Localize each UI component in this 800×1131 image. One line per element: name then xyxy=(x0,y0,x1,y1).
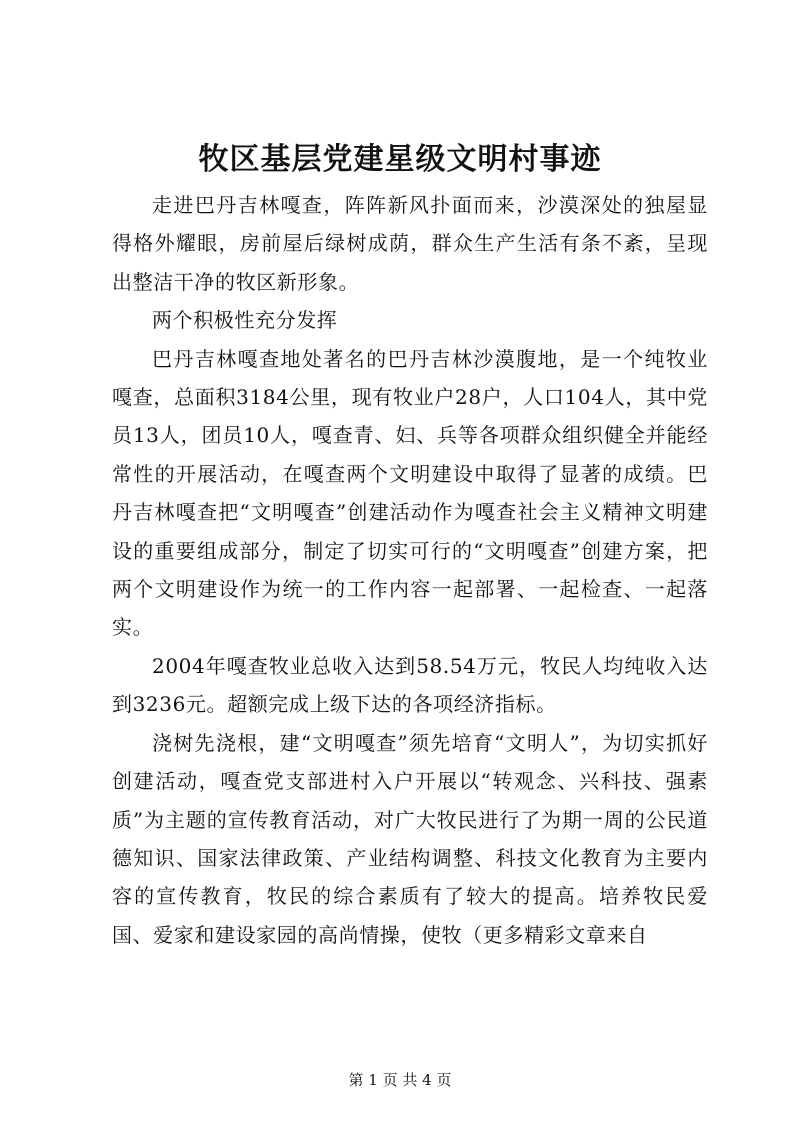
paragraph-intro: 走进巴丹吉林嘎查，阵阵新风扑面而来，沙漠深处的独屋显得格外耀眼，房前屋后绿树成荫，群众生产生活有条不紊，呈现出整洁干净的牧区新形象。 xyxy=(112,193,708,294)
paragraph-heading: 两个积极性充分发挥 xyxy=(152,308,338,333)
document-body xyxy=(112,186,708,954)
paragraph-overview: 巴丹吉林嘎查地处著名的巴丹吉林沙漠腹地，是一个纯牧业嘎查，总面积3184公里，现有牧业户28户，人口104人，其中党员13人，团员10人，嘎查青、妇、兵等各项群众组织健全并能经常性的开展活动，在嘎查两个文明建设中取得了显著的成绩。巴丹吉林嘎查把“文明嘎查”创建活动作为嘎查社会主义精神文明建设的重要组成部分，制定了切实可行的“文明嘎查”创建方案，把两个文明建设作为统一的工作内容一起部署、一起检查、一起落实。 xyxy=(112,346,708,640)
page-number: 第 1 页 共 4 页 xyxy=(348,1071,452,1089)
paragraph-education: 浇树先浇根，建“文明嘎查”须先培育“文明人”，为切实抓好创建活动，嘎查党支部进村入户开展以“转观念、兴科技、强素质”为主题的宣传教育活动，对广大牧民进行了为期一周的公民道德知识、国家法律政策、产业结构调整、科技文化教育为主要内容的宣传教育，牧民的综合素质有了较大的提高。培养牧民爱国、爱家和建设家园的高尚情操，使牧（更多精彩文章来自 xyxy=(112,730,708,947)
paragraph-income: 2004年嘎查牧业总收入达到58.54万元，牧民人均纯收入达到3236元。超额完成上级下达的各项经济指标。 xyxy=(112,653,708,717)
page-title: 牧区基层党建星级文明村事迹 xyxy=(198,142,602,177)
